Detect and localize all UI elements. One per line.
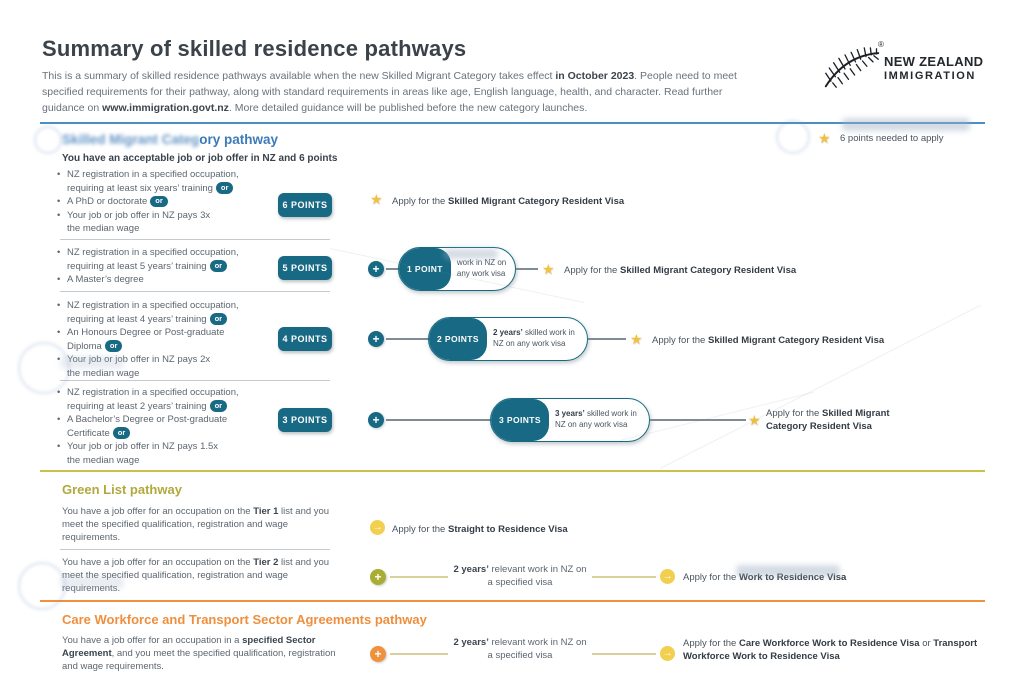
connector-line [386,338,428,340]
green-tier1-description: You have a job offer for an occupation on the Tier 1 list and you meet the specified qualification, registration and wage requirements. [62,506,330,543]
smc-row2-bullets [56,246,311,287]
bullet-item: • NZ registration in a specified occupation, requiring at least 2 years’ training or [56,386,311,413]
connector-line [592,576,656,578]
row-separator [60,549,330,550]
watermark-smudge [444,249,498,259]
arrow-icon: → [370,520,385,535]
or-badge: or [210,313,228,325]
intro-segment: . More detailed guidance will be published before the new category launches. [228,102,588,114]
row-separator [60,380,330,381]
bullet-item: • An Honours Degree or Post-graduate Diploma or [56,326,311,353]
apply-label-care-transport: Apply for the Care Workforce Work to Residence Visa or Transport Workforce Work to Residence Visa [683,638,978,662]
apply-label-straight-to-residence: Apply for the Straight to Residence Visa [392,524,568,535]
logo-text-line1: NEW ZEALAND [884,54,984,69]
bullet-item: • NZ registration in a specified occupation, requiring at least six years’ training or [56,168,311,195]
pill-2-points [428,317,588,361]
intro-text [42,68,742,116]
care-mid-requirement: 2 years’ relevant work in NZ on a specified visa [453,637,587,661]
watermark-smudge [60,356,124,369]
green-tier2-description: You have a job offer for an occupation on the Tier 2 list and you meet the specified qualification, registration and wage requirements. [62,557,330,594]
points-badge-4: 4 POINTS [278,327,332,351]
watermark-smudge [842,118,970,131]
or-badge: or [210,400,228,412]
nz-immigration-logo [824,42,1004,92]
section-skilled-migrant-category [40,122,985,470]
points-badge-5: 5 POINTS [278,256,332,280]
green-list-title: Green List pathway [62,482,182,497]
apply-label-row4: Apply for the Skilled Migrant Category Resident Visa [766,408,890,432]
smc-title-clear-part: ory pathway [199,132,279,147]
plus-icon: + [368,331,384,347]
or-badge: or [216,182,234,194]
registered-mark: ® [878,40,884,49]
connector-line [386,268,398,270]
star-icon: ★ [630,331,643,347]
smc-subtitle: You have an acceptable job or job offer in NZ and 6 points [62,153,338,164]
star-icon: ★ [818,130,831,146]
apply-label-work-to-residence: Apply for the Work to Residence Visa [683,572,847,583]
bullet-item: • A Master’s degree [56,273,311,287]
pill-3-points [490,398,650,442]
pill-points-label: 2 POINTS [429,318,487,360]
watermark-stamp [776,120,810,154]
pill-description: 3 years’ skilled work in NZ on any work visa [554,409,637,429]
bullet-item: • NZ registration in a specified occupation, requiring at least 4 years’ training or [56,299,311,326]
section-green-list [40,470,985,600]
watermark-smudge [736,565,840,577]
connector-line [588,338,626,340]
bullet-item: • Your job or job offer in NZ pays 2x the median wage [56,353,311,380]
or-badge: or [210,260,228,272]
care-section-title: Care Workforce and Transport Sector Agreements pathway [62,612,427,627]
connector-line [592,653,656,655]
apply-label-row3: Apply for the Skilled Migrant Category Resident Visa [652,335,885,346]
smc-section-title [62,132,278,147]
star-icon: ★ [748,412,761,428]
points-badge-3: 3 POINTS [278,408,332,432]
logo-text-line2: IMMIGRATION [884,70,976,82]
plus-icon: + [370,569,386,585]
immigration-website-url: www.immigration.govt.nz [102,102,229,114]
page-title: Summary of skilled residence pathways [42,36,467,61]
row-separator [60,291,330,292]
green-mid-requirement: 2 years’ relevant work in NZ on a specified visa [453,564,587,588]
connector-line [386,419,490,421]
smc-row1-bullets [56,168,311,236]
arrow-icon: → [660,569,675,584]
connector-line [390,576,448,578]
intro-segment: This is a summary of skilled residence pathways available when the new Skilled Migrant Category takes effect [42,70,556,82]
intro-segment: . People need to meet specified requirements for their pathway, along with standard requirements in areas like age, English language, health, and character. [42,70,737,98]
row-separator [60,239,330,240]
section-care-workforce-transport [40,600,985,685]
or-badge: or [105,340,123,352]
or-badge: or [150,196,168,208]
fern-icon [824,46,880,90]
watermark-stamp [18,562,66,610]
watermark-smudge [60,576,124,589]
pill-description: 2 years’ skilled work in NZ on any work visa [492,328,575,348]
points-badge-6: 6 POINTS [278,193,332,217]
apply-label-row2: Apply for the Skilled Migrant Category Resident Visa [564,265,797,276]
bullet-item: • A PhD or doctorate or [56,195,311,209]
plus-icon: + [370,646,386,662]
or-badge: or [113,427,131,439]
bullet-item: • Your job or job offer in NZ pays 1.5x the median wage [56,440,311,467]
points-needed-note: 6 points needed to apply [840,133,944,144]
plus-icon: + [368,261,384,277]
pill-points-label: 3 POINTS [491,399,549,441]
intro-segment: Read further guidance on [42,86,723,114]
arrow-icon: → [660,646,675,661]
pill-description: work in NZ on any work visa [456,258,507,278]
connector-line [390,653,448,655]
smc-title-obscured-part: Skilled Migrant Categ [62,132,200,147]
connector-line [516,268,538,270]
watermark-stamp [34,126,62,154]
star-icon: ★ [542,261,555,277]
star-icon: ★ [370,191,383,207]
care-description: You have a job offer for an occupation in a specified Sector Agreement, and you meet the specified qualification, registration and wage requirements. [62,635,336,672]
plus-icon: + [368,412,384,428]
pill-points-label: 1 POINT [399,248,451,290]
bullet-item: • A Bachelor’s Degree or Post-graduate Certificate or [56,413,311,440]
bullet-item: • NZ registration in a specified occupation, requiring at least 5 years’ training or [56,246,311,273]
intro-bold-date: in October 2023 [555,70,635,82]
apply-label-row1: Apply for the Skilled Migrant Category Resident Visa [392,196,625,207]
smc-row4-bullets [56,386,311,467]
bullet-item: • Your job or job offer in NZ pays 3x the median wage [56,209,311,236]
